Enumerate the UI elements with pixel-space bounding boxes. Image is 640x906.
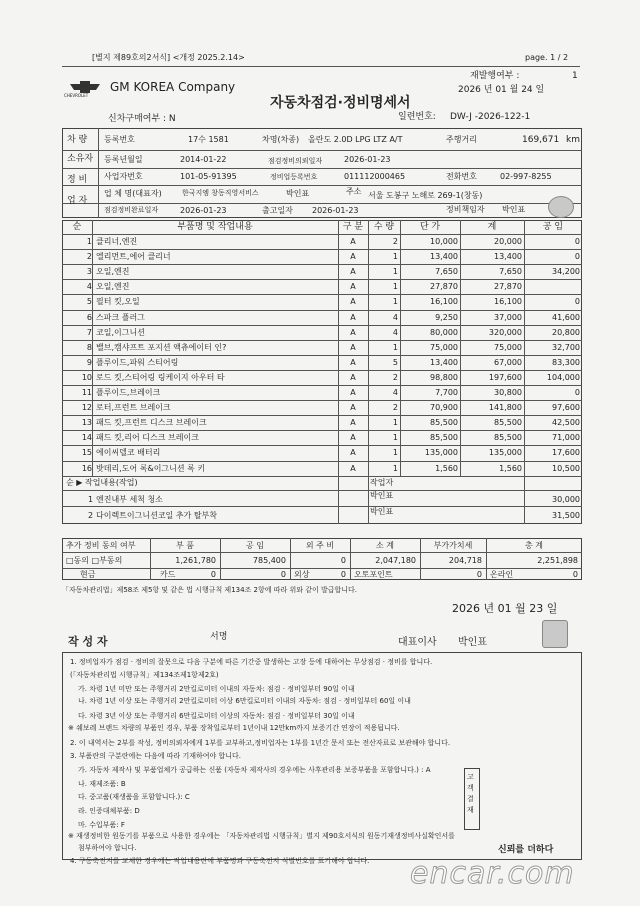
row-type: A	[350, 297, 356, 307]
row-labor: 0	[574, 297, 580, 307]
row-labor: 71,000	[552, 433, 580, 443]
row-no: 2	[86, 252, 92, 262]
out-date: 2026-01-23	[312, 206, 359, 215]
ceo-name: 박인표	[458, 637, 487, 648]
totals-header-outsource: 외 주 비	[305, 541, 335, 550]
row-type: A	[350, 267, 356, 277]
row-price: 13,400	[430, 357, 458, 367]
watermark-tagline: 신뢰를 더하다	[498, 845, 554, 855]
note-line: 가. 차령 1년 미만 또는 주행거리 2만킬로미터 이내의 자동차: 점검 · 정비일부터 90일 이내	[78, 685, 355, 693]
tel: 02-997-8255	[500, 172, 552, 181]
row-no: 5	[86, 297, 92, 307]
row-sum: 197,600	[488, 372, 522, 382]
row-price: 7,700	[435, 388, 458, 397]
table-row-line	[62, 415, 582, 416]
row-type: A	[350, 403, 356, 413]
table-row-line	[62, 445, 582, 446]
reg-no-label: 등록번호	[104, 135, 135, 144]
row-price: 85,500	[430, 433, 458, 443]
row-price: 10,000	[430, 237, 458, 246]
row-type: A	[350, 327, 356, 337]
note-line: 다. 중고품(재생품을 포함합니다.): C	[78, 793, 190, 801]
row-no: 7	[86, 327, 92, 337]
row-type: A	[350, 448, 356, 458]
form-id: [별지 제89호의2서식] <개정 2025.2.14>	[92, 53, 245, 62]
col-header-no: 순	[72, 222, 82, 232]
vat: 204,718	[448, 556, 482, 565]
total-outsource: 0	[340, 556, 346, 565]
work-row-1-worker: 박인표	[370, 491, 394, 500]
grand-total: 2,251,898	[537, 556, 578, 565]
row-qty: 4	[392, 388, 398, 397]
row-item: 엘리먼트,에어 클리너	[96, 252, 171, 262]
pay-card-label: 카드	[160, 570, 176, 579]
totals-header-labor: 공 임	[246, 541, 264, 550]
row-labor: 0	[574, 237, 580, 246]
row-sum: 7,650	[499, 267, 522, 277]
row-price: 135,000	[424, 448, 458, 458]
note-line: 라. 인증대체부품: D	[78, 807, 140, 815]
vehicle-model: 올란도 2.0D LPG LTZ A/T	[308, 135, 403, 144]
note-line: 첨부하여야 합니다.	[78, 844, 137, 852]
row-type: A	[350, 388, 356, 397]
row-qty: 5	[392, 357, 398, 367]
table-row-line	[62, 234, 582, 235]
customer-confirm-label: 고객결재	[467, 773, 474, 814]
row-type: A	[350, 357, 356, 367]
row-labor: 0	[574, 252, 580, 262]
work-row-1-no: 1	[88, 495, 94, 504]
note-line: ※ 쉐보레 브랜드 차량의 부품인 경우, 부품 장착일로부터 1년이내 12만km까지 보증기간 연장이 적용됩니다.	[68, 724, 400, 732]
done-date-label: 점검정비완료일자	[104, 206, 159, 214]
row-no: 15	[81, 448, 92, 458]
totals-header-consent: 추가 정비 동의 여부	[66, 541, 136, 550]
row-labor: 20,800	[552, 327, 580, 337]
row-item: 오일,엔진	[96, 267, 130, 277]
serial-number: DW-J -2026-122-1	[450, 112, 531, 122]
row-price: 27,870	[430, 282, 458, 292]
pay-cash: 0	[210, 570, 216, 579]
table-row-line	[62, 340, 582, 341]
table-row-line	[62, 461, 582, 462]
col-header-item: 부품명 및 작업내용	[177, 222, 253, 232]
vehicle-label: 차 량	[67, 135, 88, 145]
row-item: 밸브,캠샤프트 포지션 액츄에이터 인?	[96, 342, 227, 352]
table-row-line	[62, 279, 582, 280]
row-qty: 1	[392, 418, 398, 428]
table-row-line	[62, 506, 582, 507]
row-sum: 13,400	[494, 252, 522, 262]
done-date: 2026-01-23	[180, 206, 227, 215]
serial-label: 일련번호:	[398, 112, 436, 122]
row-price: 1,560	[435, 463, 458, 473]
row-qty: 1	[392, 448, 398, 458]
row-labor: 34,200	[552, 267, 580, 277]
row-labor: 10,500	[552, 463, 580, 473]
shop-rep: 박인표	[286, 189, 310, 198]
row-price: 70,900	[430, 403, 458, 413]
note-line: 가. 자동차 제작사 및 부품업체가 공급하는 신품 (자동차 제작사의 경우에는 사후관리용 보증부품을 포함합니다.) : A	[78, 766, 431, 774]
row-item: 로드 킷,스티어링 링케이지 아우터 타	[96, 372, 225, 382]
row-type: A	[350, 342, 356, 352]
reg-date-label: 등록년월일	[104, 155, 143, 164]
row-labor: 32,700	[552, 342, 580, 352]
reissue-label: 재발행여부 :	[470, 71, 520, 81]
row-item: 필터 킷,오일	[96, 297, 140, 307]
table-row-line	[62, 325, 582, 326]
row-sum: 75,000	[494, 342, 522, 352]
mileage-label: 주행거리	[446, 135, 477, 144]
sign-date: 2026 년 01 월 23 일	[452, 602, 558, 615]
work-row-2-desc: 다이렉트이그니션코일 추가 탈부착	[96, 511, 218, 520]
row-sum: 1,560	[499, 463, 522, 473]
col-header-type: 구 분	[342, 222, 364, 232]
totals-header-parts: 부 품	[176, 541, 194, 550]
consent-checkboxes[interactable]: □동의 □부동의	[66, 556, 123, 565]
header-divider	[62, 66, 580, 67]
model-label: 차명(차종)	[262, 135, 300, 144]
tel-label: 전화번호	[446, 172, 477, 181]
chevrolet-wordmark: CHEVROLET	[64, 93, 89, 98]
row-sum: 27,870	[494, 282, 522, 292]
parts-table	[62, 220, 582, 524]
shop-address: 서울 도봉구 노해로 269-1(창동)	[368, 191, 483, 200]
page-number: page. 1 / 2	[525, 53, 569, 62]
row-no: 14	[81, 433, 92, 443]
work-row-2-worker: 박인표	[370, 507, 394, 516]
row-qty: 1	[392, 342, 398, 352]
row-no: 6	[86, 312, 92, 322]
row-item: 패드 킷,프런트 디스크 브레이크	[96, 418, 207, 428]
reissue-value: 1	[572, 71, 578, 81]
row-price: 75,000	[430, 342, 458, 352]
table-row-line	[62, 310, 582, 311]
total-labor: 785,400	[252, 556, 286, 565]
legal-statement: 「자동차관리법」제58조 제5항 및 같은 법 시행규칙 제134조 2항에 따라 위와 같이 발급합니다.	[62, 586, 358, 594]
row-no: 12	[81, 403, 92, 413]
row-type: A	[350, 433, 356, 443]
table-row-line	[62, 490, 582, 491]
totals-header-vat: 부가가치세	[433, 541, 473, 550]
row-no: 16	[81, 463, 92, 473]
shop-reg: 011112000465	[344, 172, 406, 181]
note-line: 2. 이 내역서는 2부를 작성, 정비의뢰자에게 1부를 교부하고,정비업자는 1부를 1년간 문서 또는 전산자료로 보관해야 합니다.	[70, 739, 451, 747]
owner-label: 소유자	[67, 154, 94, 164]
row-type: A	[350, 418, 356, 428]
row-item: 플루이드,파워 스티어링	[96, 357, 179, 367]
shop-reg-label: 정비업등록번호	[270, 173, 318, 181]
col-header-labor: 공 임	[542, 222, 564, 232]
note-line: 다. 차령 3년 이상 또는 주행거리 6만킬로미터 이상의 자동차: 점검 · 정비일부터 30일 이내	[78, 712, 355, 720]
pay-point: 0	[476, 570, 482, 579]
row-item: 밧데리,도어 록&이그니션 록 키	[96, 463, 206, 473]
shop-label: 정 비	[67, 175, 88, 185]
reg-no: 17수 1581	[188, 135, 229, 144]
work-row-1-desc: 엔진내부 세척 청소	[96, 495, 163, 504]
pay-cash-label: 현금	[80, 570, 96, 579]
addr-label: 주소	[346, 187, 362, 196]
note-line: 나. 차령 1년 이상 또는 주행거리 2만킬로미터 이상 6만킬로미터 이내의 자동차: 점검 · 정비일부터 60일 이내	[78, 697, 411, 705]
company-seal	[548, 196, 574, 218]
row-price: 9,250	[435, 312, 458, 322]
pay-credit: 0	[340, 570, 346, 579]
row-item: 에이씨델코 배터리	[96, 448, 161, 458]
row-qty: 1	[392, 297, 398, 307]
mileage: 169,671	[522, 135, 560, 145]
row-labor: 42,500	[552, 418, 580, 428]
row-price: 80,000	[430, 327, 458, 337]
row-item: 패드 킷,리어 디스크 브레이크	[96, 433, 199, 443]
row-sum: 135,000	[488, 448, 522, 458]
row-price: 98,800	[430, 372, 458, 382]
row-qty: 4	[392, 327, 398, 337]
row-no: 11	[81, 388, 92, 397]
row-item: 스파크 플러그	[96, 312, 145, 322]
work-row-2-labor: 31,500	[552, 511, 580, 520]
recv-date: 2026-01-23	[344, 155, 391, 164]
note-line: 1. 정비업자가 점검 · 정비의 잘못으로 다음 구분에 따른 기간중 발생하는 고장 등에 대하여는 무상점검 · 정비를 합니다.	[70, 658, 433, 666]
row-labor: 97,600	[552, 403, 580, 413]
row-labor: 41,600	[552, 312, 580, 322]
biz-no-label: 사업자번호	[104, 172, 143, 181]
out-date-label: 출고일자	[262, 206, 293, 215]
table-row-line	[62, 355, 582, 356]
pay-point-label: 오토포인트	[354, 570, 393, 579]
sign-label: 서명	[210, 632, 228, 642]
row-item: 로터,프런트 브레이크	[96, 403, 171, 413]
manager-label: 정비책임자	[446, 205, 485, 214]
table-col-line	[368, 220, 369, 524]
total-parts: 1,261,780	[175, 556, 216, 565]
row-type: A	[350, 237, 356, 246]
author-label: 작 성 자	[68, 635, 108, 648]
row-no: 10	[81, 372, 92, 382]
row-qty: 2	[392, 403, 398, 413]
row-type: A	[350, 372, 356, 382]
pay-online-label: 온라인	[490, 570, 514, 579]
totals-header-total: 총 계	[525, 541, 543, 550]
row-qty: 1	[392, 282, 398, 292]
row-qty: 1	[392, 433, 398, 443]
row-sum: 320,000	[488, 327, 522, 337]
ceo-seal	[542, 620, 568, 648]
row-type: A	[350, 282, 356, 292]
row-sum: 37,000	[494, 312, 522, 322]
chevrolet-logo	[66, 79, 104, 93]
document-title: 자동차점검·정비명세서	[270, 95, 411, 111]
pay-credit-label: 외상	[294, 570, 310, 579]
row-type: A	[350, 463, 356, 473]
row-item: 클리너,엔진	[96, 237, 138, 246]
worker-header: 작업자	[370, 478, 394, 487]
mileage-unit: km	[566, 135, 580, 145]
work-row-2-no: 2	[88, 511, 94, 520]
row-sum: 30,800	[494, 388, 522, 397]
manager: 박인표	[502, 205, 526, 214]
row-labor: 83,300	[552, 357, 580, 367]
row-type: A	[350, 312, 356, 322]
row-sum: 85,500	[494, 433, 522, 443]
row-qty: 2	[392, 237, 398, 246]
table-row-line	[62, 476, 582, 477]
note-line: ※ 재생정비한 원동기를 부품으로 사용한 경우에는 「자동차관리법 시행규칙」별지 제90호서식의 원동기재생정비사실확인서를	[68, 832, 455, 840]
shop-name-label: 업 체 명(대표자)	[104, 189, 162, 198]
table-row-line	[62, 400, 582, 401]
company-name: GM KOREA Company	[110, 80, 236, 94]
subtotal: 2,047,180	[375, 556, 416, 565]
col-header-price: 단 가	[419, 222, 441, 232]
row-price: 7,650	[435, 267, 458, 277]
note-line: (「자동차관리법 시행규칙」제134조제1항제2호)	[70, 671, 219, 679]
dealer-label: 업 자	[67, 196, 88, 206]
row-type: A	[350, 252, 356, 262]
row-qty: 1	[392, 463, 398, 473]
note-line: 4. 구동축전지를 교체한 경우에는 작업내용란에 부품명과 구동축전지 식별번호를 표기해야 합니다.	[70, 857, 370, 865]
row-sum: 85,500	[494, 418, 522, 428]
issue-date: 2026 년 01 월 24 일	[458, 85, 545, 95]
note-line: 마. 수입부품: F	[78, 821, 125, 829]
table-row-line	[62, 249, 582, 250]
row-item: 코일,이그니션	[96, 327, 145, 337]
row-no: 4	[86, 282, 92, 292]
row-price: 16,100	[430, 297, 458, 307]
row-sum: 67,000	[494, 357, 522, 367]
work-row-1-labor: 30,000	[552, 495, 580, 504]
row-no: 3	[86, 267, 92, 277]
table-row-line	[62, 370, 582, 371]
encar-watermark: encar.com	[410, 856, 575, 891]
shop-name: 한국지엠 창동직영서비스	[182, 189, 259, 197]
work-header: 순 ▶ 작업내용(작업)	[66, 478, 138, 487]
note-line: 3. 부품란의 구분란에는 다음에 따라 기재하여야 합니다.	[70, 752, 242, 760]
row-no: 8	[86, 342, 92, 352]
row-qty: 1	[392, 252, 398, 262]
table-col-line	[338, 220, 339, 524]
table-row-line	[62, 385, 582, 386]
row-item: 플루이드,브레이크	[96, 388, 161, 397]
pay-card: 0	[280, 570, 286, 579]
table-row-line	[62, 294, 582, 295]
row-sum: 20,000	[494, 237, 522, 246]
row-qty: 4	[392, 312, 398, 322]
row-no: 9	[86, 357, 92, 367]
row-sum: 141,800	[488, 403, 522, 413]
table-col-line	[92, 220, 93, 476]
table-row-line	[62, 430, 582, 431]
table-col-line	[524, 220, 525, 524]
row-sum: 16,100	[494, 297, 522, 307]
col-header-qty: 수 량	[373, 222, 395, 232]
ceo-label: 대표이사	[398, 637, 437, 648]
note-line: 나. 재제조품: B	[78, 780, 126, 788]
table-row-line	[62, 264, 582, 265]
row-labor: 104,000	[546, 372, 580, 382]
row-no: 13	[81, 418, 92, 428]
new-purchase: 신차구매여부 : N	[108, 114, 176, 124]
row-labor: 0	[574, 388, 580, 397]
row-price: 85,500	[430, 418, 458, 428]
biz-no: 101-05-91395	[180, 172, 237, 181]
recv-date-label: 점검정비의뢰일자	[268, 157, 323, 165]
row-no: 1	[86, 237, 92, 246]
reg-date: 2014-01-22	[180, 155, 227, 164]
totals-header-subtotal: 소 계	[376, 541, 394, 550]
row-labor: 17,600	[552, 448, 580, 458]
row-qty: 2	[392, 372, 398, 382]
row-qty: 1	[392, 267, 398, 277]
row-price: 13,400	[430, 252, 458, 262]
col-header-sum: 계	[487, 222, 497, 232]
row-item: 오일,엔진	[96, 282, 130, 292]
pay-online: 0	[572, 570, 578, 579]
